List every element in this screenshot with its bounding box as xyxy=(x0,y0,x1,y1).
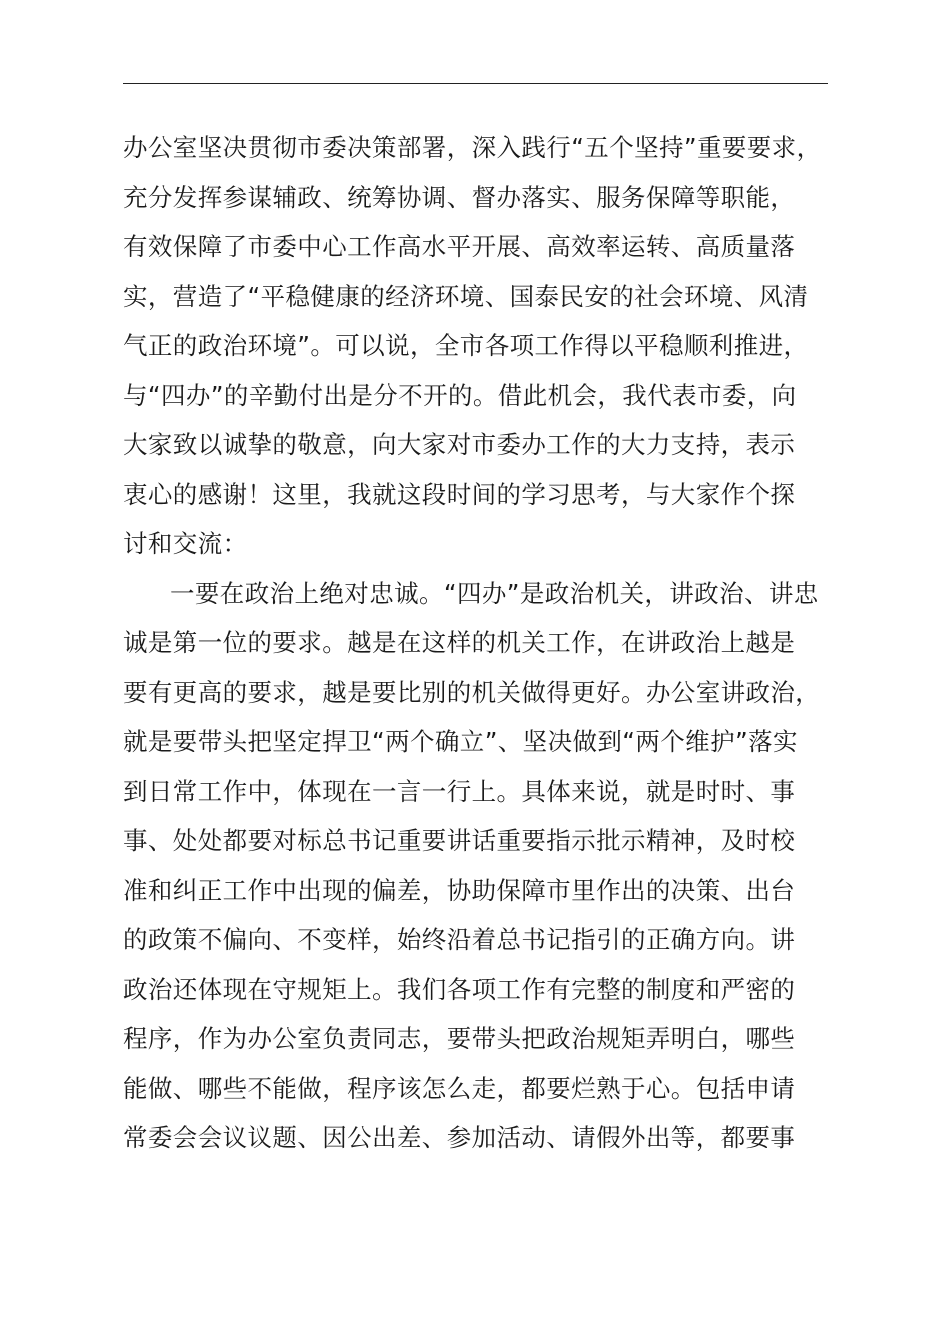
text-line: 讨和交流： xyxy=(123,529,248,558)
text-line: 实，营造了“平稳健康的经济环境、国泰民安的社会环境、风清 xyxy=(123,281,809,311)
text-line: 到日常工作中，体现在一言一行上。具体来说，就是时时、事 xyxy=(123,776,796,806)
header-rule xyxy=(123,83,828,84)
text-line: 充分发挥参谋辅政、统筹协调、督办落实、服务保障等职能， xyxy=(123,182,796,212)
text-line: 能做、哪些不能做，程序该怎么走，都要烂熟于心。包括申请 xyxy=(123,1073,796,1103)
text-line: 常委会会议议题、因公出差、参加活动、请假外出等，都要事 xyxy=(123,1123,796,1152)
text-line: 与“四办”的辛勤付出是分不开的。借此机会，我代表市委，向 xyxy=(123,380,797,410)
paragraph-2 xyxy=(123,569,828,1163)
text-line: 有效保障了市委中心工作高水平开展、高效率运转、高质量落 xyxy=(123,232,796,261)
text-line: 的政策不偏向、不变样，始终沿着总书记指引的正确方向。讲 xyxy=(123,925,796,954)
text-line: 衷心的感谢！这里，我就这段时间的学习思考，与大家作个探 xyxy=(123,479,796,509)
text-line: 准和纠正工作中出现的偏差，协助保障市里作出的决策、出台 xyxy=(123,875,796,905)
text-line: 大家致以诚挚的敬意，向大家对市委办工作的大力支持，表示 xyxy=(123,430,796,459)
text-line: 要有更高的要求，越是要比别的机关做得更好。办公室讲政治， xyxy=(123,677,821,707)
text-line: 政治还体现在守规矩上。我们各项工作有完整的制度和严密的 xyxy=(123,974,796,1004)
document-body xyxy=(123,123,828,1163)
paragraph-1 xyxy=(123,123,828,569)
text-line: 就是要带头把坚定捍卫“两个确立”、坚决做到“两个维护”落实 xyxy=(123,727,798,756)
text-line: 事、处处都要对标总书记重要讲话重要指示批示精神，及时校 xyxy=(123,826,796,855)
text-line: 气正的政治环境”。可以说，全市各项工作得以平稳顺利推进， xyxy=(123,331,809,360)
text-line: 办公室坚决贯彻市委决策部署，深入践行“五个坚持”重要要求， xyxy=(123,133,822,162)
text-line-first: 一要在政治上绝对忠诚。“四办”是政治机关，讲政治、讲忠 xyxy=(170,578,819,608)
text-line: 程序，作为办公室负责同志，要带头把政治规矩弄明白，哪些 xyxy=(123,1024,796,1053)
text-line: 诚是第一位的要求。越是在这样的机关工作，在讲政治上越是 xyxy=(123,628,796,657)
